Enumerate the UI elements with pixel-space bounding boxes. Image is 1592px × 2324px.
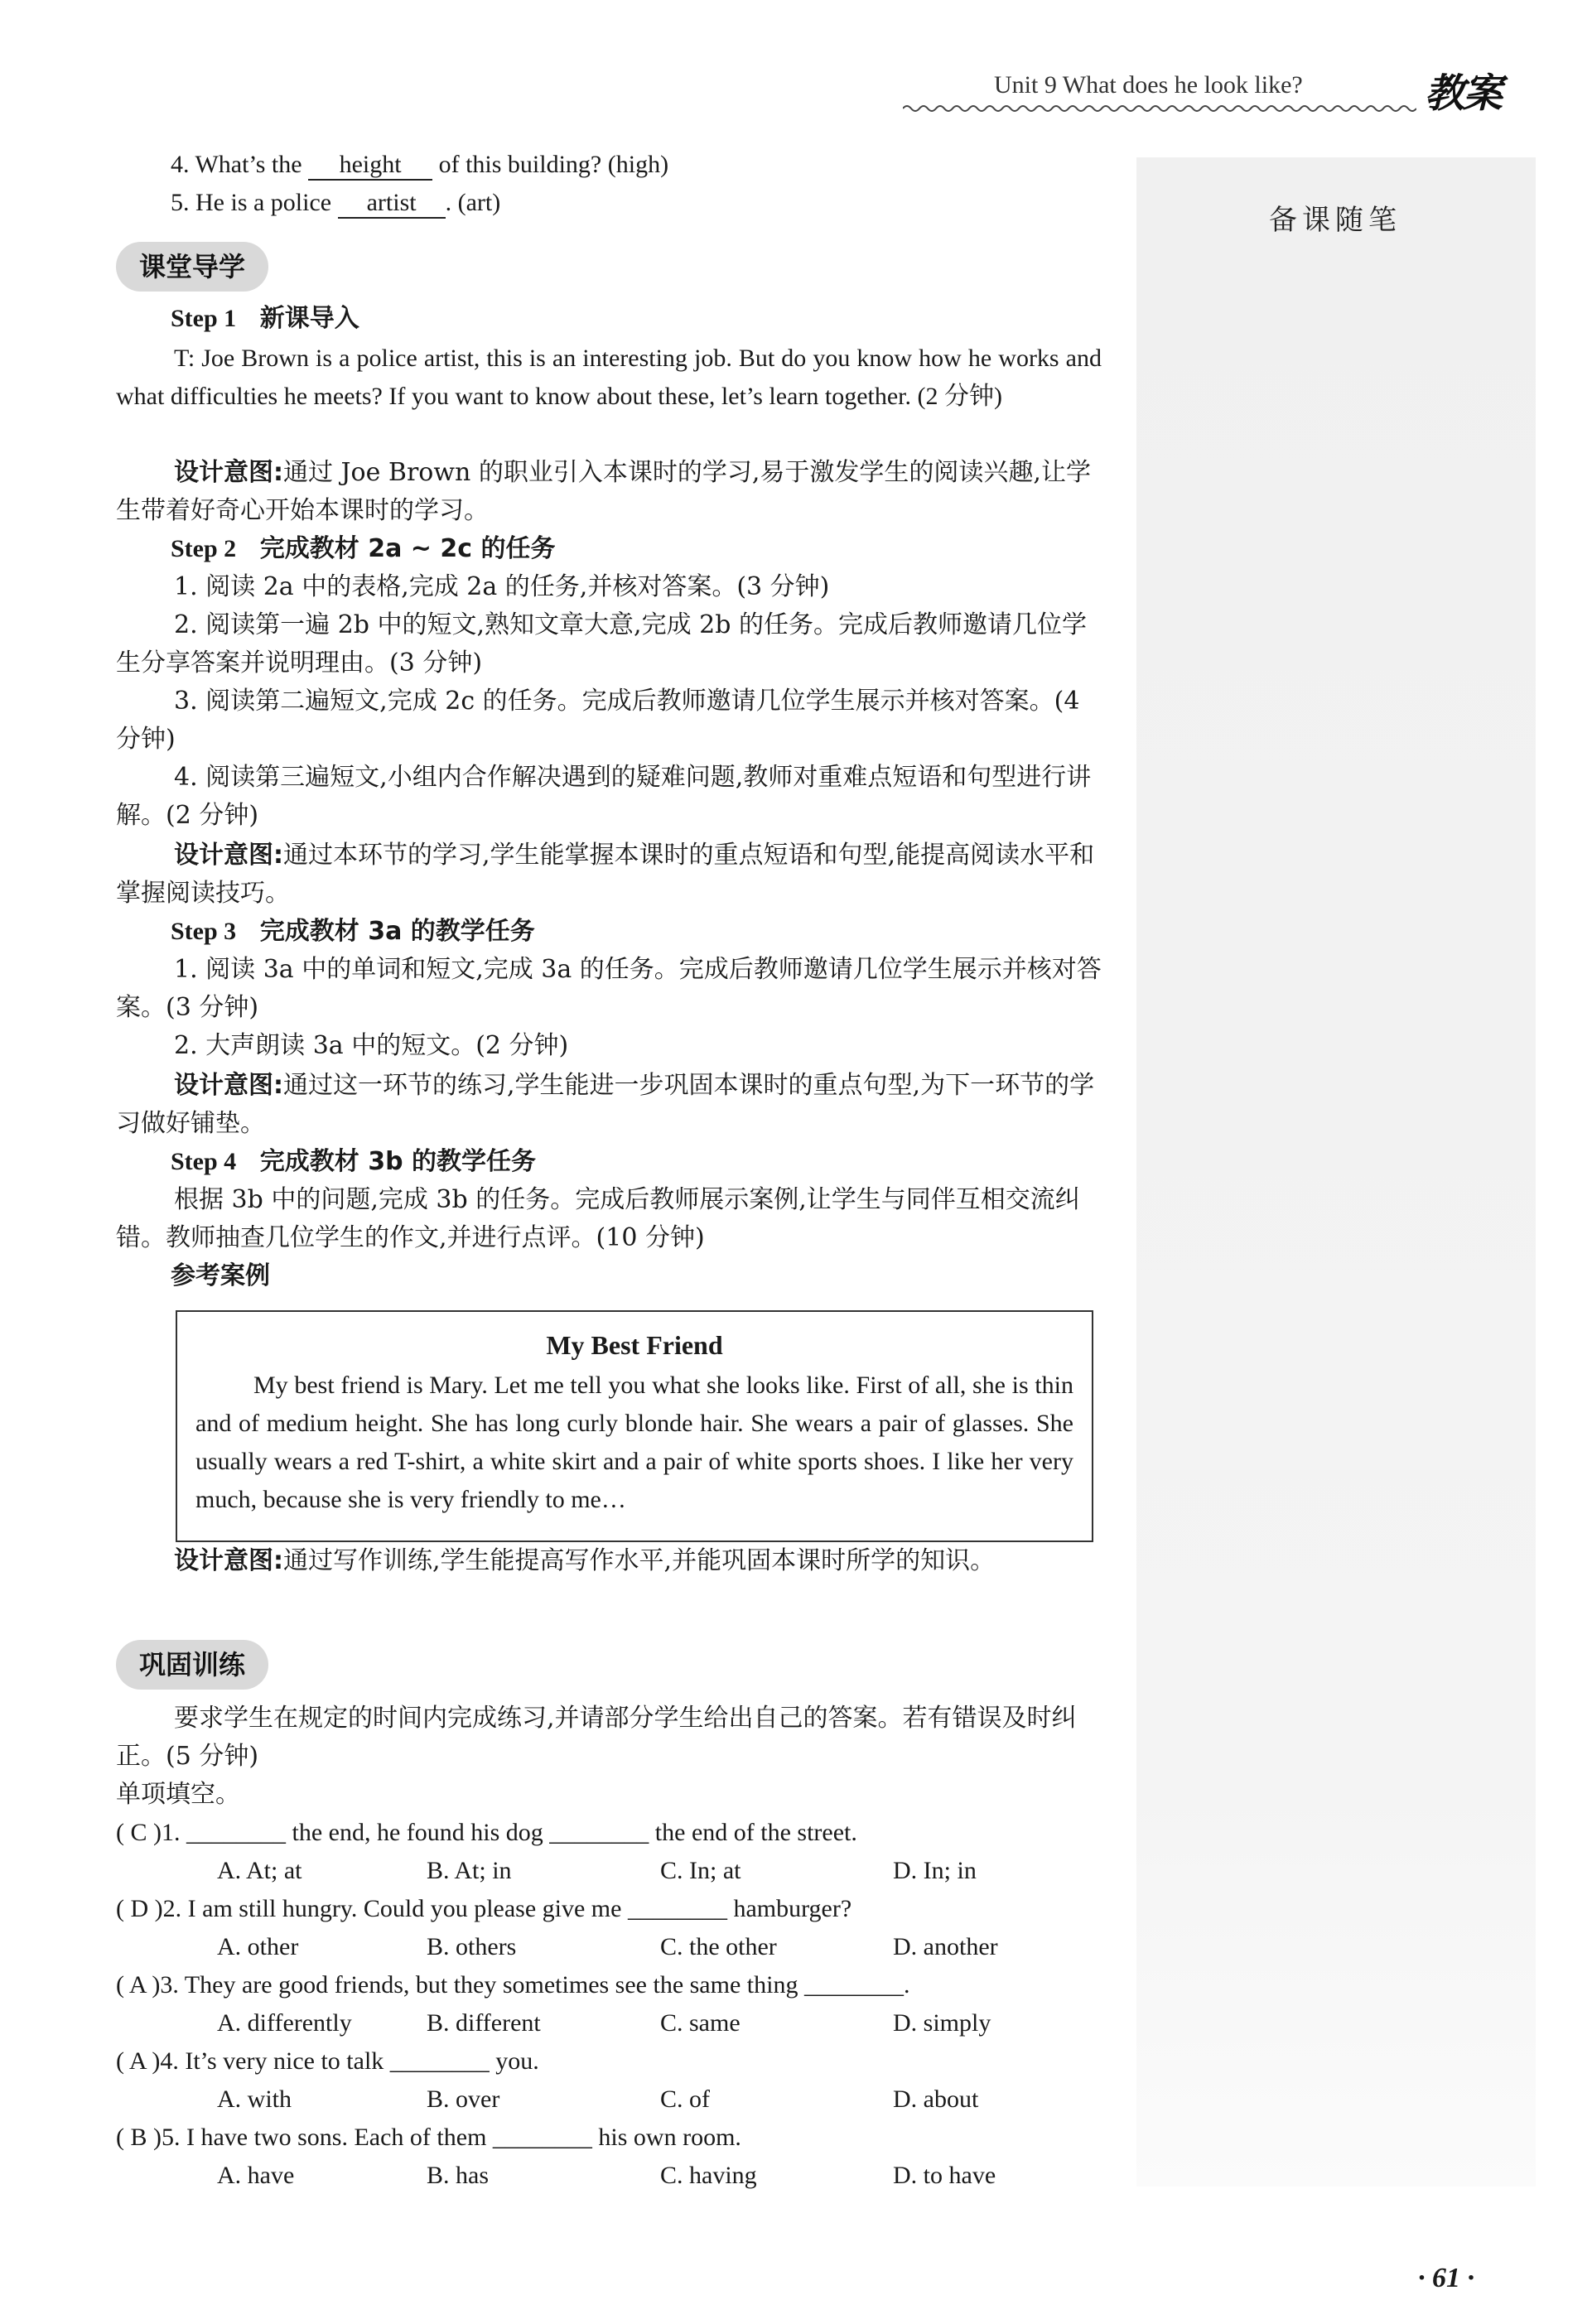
step1-intent	[116, 454, 1102, 530]
question-stem: )2. I am still hungry. Could you please give me ________ hamburger?	[154, 1895, 852, 1922]
answer-blank: artist	[338, 189, 446, 219]
question-5: ( B )5. I have two sons. Each of them ________ his own room.	[116, 2124, 741, 2151]
question-stem: )4. It’s very nice to talk ________ you.	[152, 2047, 539, 2075]
question-answer: B	[130, 2124, 147, 2151]
page-number: · 61 ·	[1418, 2263, 1474, 2293]
q3-option-c: C. same	[660, 2009, 741, 2037]
fill-item-4	[171, 146, 668, 184]
step2-item-2: 2. 阅读第一遍 2b 中的短文,熟知文章大意,完成 2b 的任务。完成后教师邀请几位学生分享答案并说明理由。(3 分钟)	[116, 610, 1087, 677]
step2-heading	[171, 530, 556, 568]
step1-text: T: Joe Brown is a police artist, this is an interesting job. But do you know how he works and what difficulties he meets? If you want to know about these, let’s learn together. (2 分钟)	[116, 345, 1102, 410]
intent-text: 通过写作训练,学生能提高写作水平,并能巩固本课时所学的知识。	[283, 1546, 996, 1575]
q5-option-d: D. to have	[893, 2162, 996, 2189]
exercise-subtitle: 单项填空。	[116, 1780, 240, 1809]
section-tag-class-guide: 课堂导学	[116, 242, 268, 292]
q2-option-a: A. other	[217, 1933, 299, 1960]
essay-body: My best friend is Mary. Let me tell you what she looks like. First of all, she is thin and of medium height. She has long curly blonde hair. She wears a pair of glasses. She usually wears a red T-shirt, a white skirt and a pair of white sports shoes. I like her very much, because she is very friendly to me…	[195, 1372, 1073, 1513]
q1-option-c: C. In; at	[660, 1857, 741, 1884]
step4-text: 根据 3b 中的问题,完成 3b 的任务。完成后教师展示案例,让学生与同伴互相交流纠错。教师抽查几位学生的作文,并进行点评。(10 分钟)	[116, 1185, 1080, 1252]
answer-blank: height	[308, 151, 432, 181]
q2-option-b: B. others	[427, 1933, 517, 1960]
step1-heading	[171, 300, 359, 338]
q4-option-d: D. about	[893, 2085, 979, 2113]
q4-option-c: C. of	[660, 2085, 710, 2113]
section-tag-consolidation: 巩固训练	[116, 1640, 268, 1690]
step-number: Step 3	[171, 918, 237, 945]
sidebar-label: 备课随笔	[1269, 204, 1401, 237]
q1-option-a: A. At; at	[217, 1857, 302, 1884]
step2-item-4: 4. 阅读第三遍短文,小组内合作解决遇到的疑难问题,教师对重难点短语和句型进行讲解。(2 分钟)	[116, 763, 1092, 830]
step2-item-3: 3. 阅读第二遍短文,完成 2c 的任务。完成后教师邀请几位学生展示并核对答案。(4 分钟)	[116, 687, 1080, 754]
question-answer: D	[130, 1895, 149, 1922]
step2-item-1: 1. 阅读 2a 中的表格,完成 2a 的任务,并核对答案。(3 分钟)	[174, 572, 830, 601]
question-4: ( A )4. It’s very nice to talk ________ you.	[116, 2047, 539, 2075]
notes-sidebar	[1136, 157, 1536, 2187]
question-3: ( A )3. They are good friends, but they sometimes see the same thing ________.	[116, 1971, 910, 1999]
fill-item-5	[171, 184, 500, 222]
q1-option-d: D. In; in	[893, 1857, 977, 1884]
intent-label: 设计意图:	[174, 458, 283, 487]
question-answer: A	[128, 2047, 146, 2075]
page-header	[903, 60, 1532, 126]
intent-label: 设计意图:	[174, 841, 283, 870]
header-wave-rule	[903, 103, 1416, 114]
q2-option-d: D. another	[893, 1933, 998, 1960]
header-title: Unit 9 What does he look like?	[994, 71, 1303, 99]
example-label: 参考案例	[171, 1261, 270, 1290]
step3-heading	[171, 913, 535, 951]
q5-option-a: A. have	[217, 2162, 295, 2189]
step2-intent	[116, 837, 1102, 913]
q4-option-b: B. over	[427, 2085, 500, 2113]
q5-option-c: C. having	[660, 2162, 757, 2189]
q2-option-c: C. the other	[660, 1933, 777, 1960]
step-title: 完成教材 2a ~ 2c 的任务	[259, 534, 556, 563]
intent-text: 通过本环节的学习,学生能掌握本课时的重点短语和句型,能提高阅读水平和掌握阅读技巧。	[116, 841, 1095, 908]
step3-item-1: 1. 阅读 3a 中的单词和短文,完成 3a 的任务。完成后教师邀请几位学生展示并核对答案。(3 分钟)	[116, 955, 1102, 1022]
q3-option-a: A. differently	[217, 2009, 352, 2037]
step3-item-2: 2. 大声朗读 3a 中的短文。(2 分钟)	[174, 1031, 569, 1060]
step-title: 完成教材 3b 的教学任务	[259, 1147, 537, 1176]
question-stem: )3. They are good friends, but they sometimes see the same thing ________.	[152, 1971, 910, 1999]
intent-label: 设计意图:	[174, 1071, 283, 1100]
q1-option-b: B. At; in	[427, 1857, 512, 1884]
step3-intent	[116, 1067, 1102, 1143]
q5-option-b: B. has	[427, 2162, 489, 2189]
example-essay-box	[176, 1310, 1093, 1542]
question-answer: A	[128, 1971, 146, 1999]
item-text: of this building? (high)	[432, 151, 669, 178]
step-number: Step 2	[171, 535, 237, 562]
intent-text: 通过 Joe Brown 的职业引入本课时的学习,易于激发学生的阅读兴趣,让学生带着好奇心开始本课时的学习。	[116, 458, 1091, 525]
q3-option-b: B. different	[427, 2009, 541, 2037]
item-text: . (art)	[445, 189, 501, 216]
step4-intent	[116, 1542, 1102, 1580]
consolidation-intro: 要求学生在规定的时间内完成练习,并请部分学生给出自己的答案。若有错误及时纠正。(5 分钟)	[116, 1704, 1077, 1771]
intent-text: 通过这一环节的练习,学生能进一步巩固本课时的重点句型,为下一环节的学习做好铺垫。	[116, 1071, 1095, 1138]
question-1: ( C )1. ________ the end, he found his dog ________ the end of the street.	[116, 1819, 857, 1846]
q3-option-d: D. simply	[893, 2009, 991, 2037]
question-stem: )1. ________ the end, he found his dog ________ the end of the street.	[153, 1819, 857, 1846]
step-number: Step 4	[171, 1148, 237, 1175]
essay-title: My Best Friend	[546, 1330, 723, 1360]
question-stem: )5. I have two sons. Each of them ________ his own room.	[153, 2124, 741, 2151]
step4-heading	[171, 1143, 536, 1181]
q4-option-a: A. with	[217, 2085, 292, 2113]
item-text: 4. What’s the	[171, 151, 309, 178]
intent-label: 设计意图:	[174, 1546, 283, 1575]
step-title: 完成教材 3a 的教学任务	[259, 917, 535, 946]
item-text: 5. He is a police	[171, 189, 338, 216]
question-answer: C	[130, 1819, 147, 1846]
header-badge: 教案	[1425, 70, 1502, 117]
question-2: ( D )2. I am still hungry. Could you please give me ________ hamburger?	[116, 1895, 852, 1922]
step-number: Step 1	[171, 305, 237, 332]
step-title: 新课导入	[259, 304, 359, 333]
